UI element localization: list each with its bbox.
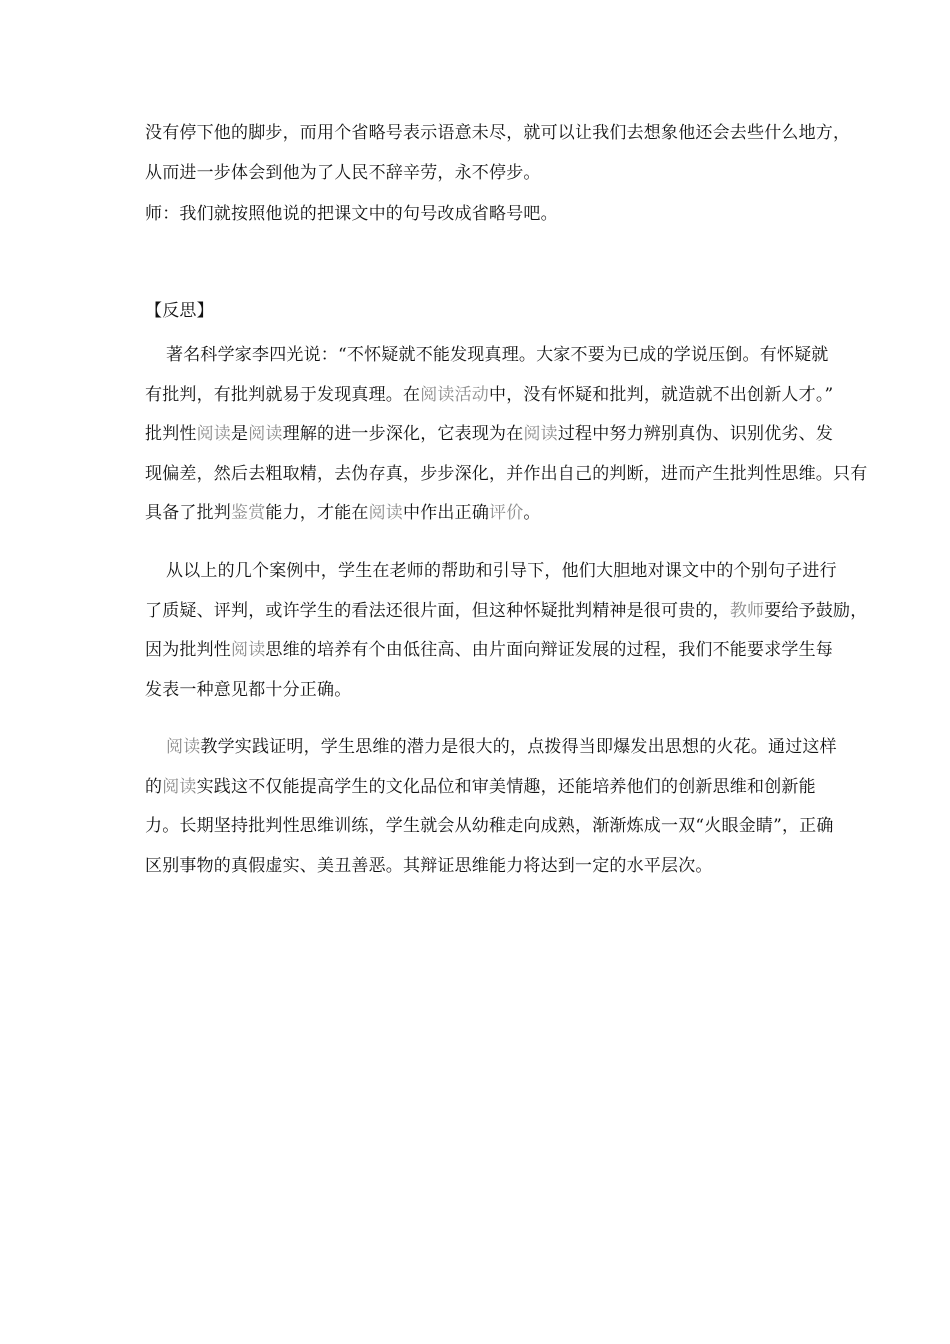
highlighted-term: 阅读 bbox=[523, 424, 558, 444]
text-segment: 力。长期坚持批判性思维训练，学生就会从幼稚走向成熟，渐渐炼成一双“火眼金睛”，正确 bbox=[145, 816, 834, 836]
text-line bbox=[145, 601, 867, 621]
text-segment: 。 bbox=[523, 503, 541, 523]
text-segment: 没有停下他的脚步，而用个省略号表示语意未尽，就可以让我们去想象他还会去些什么地方， bbox=[145, 123, 851, 143]
text-segment: 实践这不仅能提高学生的文化品位和审美情趣，还能培养他们的创新思维和创新能 bbox=[196, 777, 816, 797]
text-segment: 理解的进一步深化，它表现为在 bbox=[282, 424, 524, 444]
text-segment: 从以上的几个案例中，学生在老师的帮助和引导下，他们大胆地对课文中的个别句子进行 bbox=[166, 561, 837, 581]
text-line bbox=[145, 856, 713, 876]
text-segment: 【反思】 bbox=[145, 301, 214, 321]
text-line bbox=[145, 777, 816, 797]
text-segment: 过程中努力辨别真伪、识别优劣、发 bbox=[557, 424, 834, 444]
text-segment: 从而进一步体会到他为了人民不辞辛劳，永不停步。 bbox=[145, 163, 541, 183]
text-line bbox=[145, 163, 541, 183]
text-segment: 中作出正确 bbox=[403, 503, 490, 523]
text-segment: 发表一种意见都十分正确。 bbox=[145, 680, 352, 700]
text-segment: 教学实践证明，学生思维的潜力是很大的，点拨得当即爆发出思想的火花。通过这样 bbox=[200, 737, 837, 757]
text-segment: 具备了批判 bbox=[145, 503, 231, 523]
text-segment: 是 bbox=[231, 424, 249, 444]
text-line bbox=[166, 737, 837, 757]
text-line bbox=[145, 123, 850, 143]
highlighted-term: 阅读 bbox=[162, 777, 197, 797]
text-segment: 师：我们就按照他说的把课文中的句号改成省略号吧。 bbox=[145, 204, 558, 224]
highlighted-term: 教师 bbox=[729, 601, 765, 621]
text-line bbox=[145, 385, 833, 405]
text-line bbox=[145, 204, 558, 224]
highlighted-term: 阅读 bbox=[231, 640, 266, 660]
text-line bbox=[166, 345, 829, 365]
text-segment: 现偏差，然后去粗取精，去伪存真，步步深化，并作出自己的判断，进而产生批判性思维。只有 bbox=[145, 464, 868, 484]
text-segment: 中，没有怀疑和批判，就造就不出创新人才。” bbox=[489, 385, 834, 405]
highlighted-term: 阅读 bbox=[166, 737, 201, 757]
text-segment: 有批判，有批判就易于发现真理。在 bbox=[145, 385, 421, 405]
text-segment: 著名科学家李四光说：“不怀疑就不能发现真理。大家不要为已成的学说压倒。有怀疑就 bbox=[166, 345, 829, 365]
text-line bbox=[145, 680, 351, 700]
text-line bbox=[145, 301, 214, 321]
text-segment: 能力，才能在 bbox=[265, 503, 369, 523]
text-line bbox=[145, 816, 834, 836]
text-segment: 了质疑、评判，或许学生的看法还很片面，但这种怀疑批判精神是很可贵的， bbox=[145, 601, 730, 621]
text-segment: 区别事物的真假虚实、美丑善恶。其辩证思维能力将达到一定的水平层次。 bbox=[145, 856, 713, 876]
highlighted-term: 阅读 bbox=[368, 503, 404, 523]
highlighted-term: 阅读 bbox=[248, 424, 283, 444]
text-segment: 批判性 bbox=[145, 424, 197, 444]
text-line bbox=[145, 424, 833, 444]
text-line bbox=[145, 464, 867, 484]
highlighted-term: 阅读活动 bbox=[420, 385, 490, 405]
text-line bbox=[145, 503, 541, 523]
highlighted-term: 鉴赏 bbox=[231, 503, 266, 523]
text-line bbox=[166, 561, 837, 581]
text-segment: 因为批判性 bbox=[145, 640, 231, 660]
text-segment: 的 bbox=[145, 777, 163, 797]
highlighted-term: 阅读 bbox=[196, 424, 232, 444]
text-segment: 要给予鼓励， bbox=[764, 601, 868, 621]
text-segment: 思维的培养有个由低往高、由片面向辩证发展的过程，我们不能要求学生每 bbox=[265, 640, 834, 660]
highlighted-term: 评价 bbox=[489, 503, 524, 523]
text-line bbox=[145, 640, 833, 660]
